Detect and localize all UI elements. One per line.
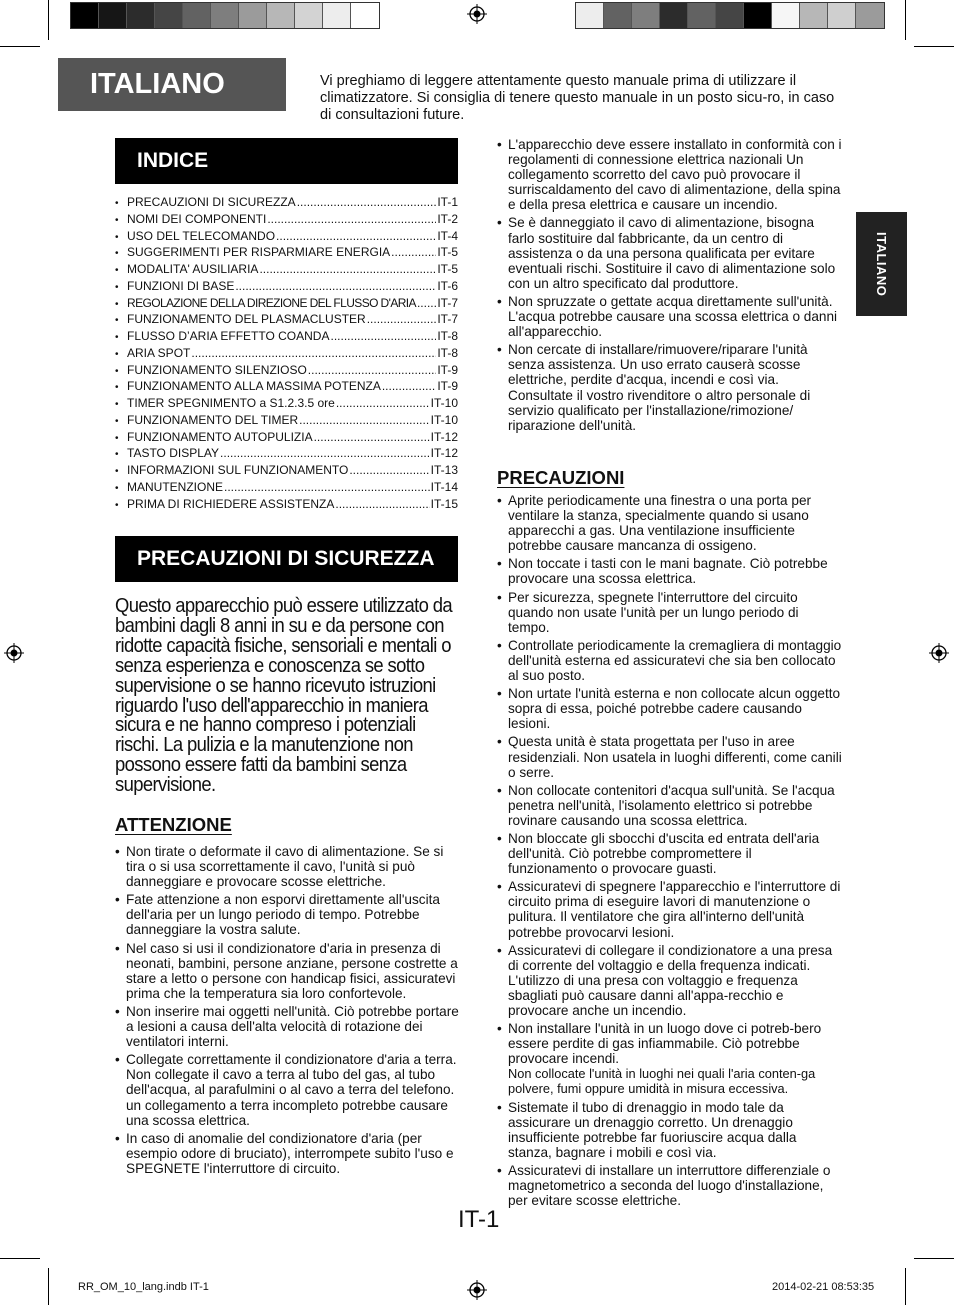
crop-mark [905,0,906,40]
bullet-icon: • [115,432,119,444]
list-item [497,342,842,433]
attenzione-list [115,844,460,1179]
toc-leader [335,496,429,513]
toc-item-page: IT-8 [437,345,458,360]
toc-item-title: SUGGERIMENTI PER RISPARMIARE ENERGIA [127,245,391,260]
toc-item-title: FUNZIONAMENTO SILENZIOSO [127,362,307,377]
list-item [497,1163,842,1208]
bullet-icon: • [115,198,119,209]
list-item-note: Non collocate l'unità in luoghi nei quali l'aria conten-ga polvere, fumi oppure umidità in misura eccessiva. [508,1066,816,1097]
list-item [115,1131,460,1176]
crop-mark [0,1258,40,1259]
registration-mark-icon [4,643,24,663]
toc-item-title: MODALITA' AUSILIARIA [127,262,259,276]
toc-leader [330,328,436,345]
toc-item-title: FUNZIONAMENTO AUTOPULIZIA [127,429,313,444]
toc-item-title: FUNZIONAMENTO DEL PLASMACLUSTER [127,312,366,327]
bullet-icon: • [115,399,119,410]
toc-item-title: NOMI DEI COMPONENTI [127,211,267,226]
language-title: ITALIANO [58,58,286,111]
toc-leader [367,311,437,328]
toc-leader [235,278,436,295]
list-item-text: Aprite periodicamente una finestra o una porta per ventilare la stanza, specialmente quando si usano apparecchi a gas. Una ventilazione insufficiente potrebbe causare mancanza di ossigeno. [508,493,812,554]
color-swatch [800,3,828,28]
color-swatch [239,3,267,28]
list-item-text: Nel caso si usi il condizionatore d'aria in presenza di neonati, bambini, persone anziane, persone costrette a stare a letto o persone con handicap fisici, assicuratevi prima che la temperatura sia loro confortevole. [126,940,458,1001]
list-item-text: Assicuratevi di collegare il condizionatore a una presa di corrente del voltaggio e della frequenza indicati. L'utilizzo di una presa con voltaggio e frequenza sbagliati può causare danni all'appa-recchio e provocare anche un incendio. [508,942,833,1018]
toc-item-title: ARIA SPOT [127,345,191,360]
toc-item-page: IT-7 [437,312,458,327]
list-item [497,294,842,339]
toc-item-title: MANUTENZIONE [127,479,223,494]
toc-leader [417,295,436,312]
color-swatch [183,3,211,28]
bullet-icon: • [115,214,119,226]
color-swatch [351,3,379,28]
list-item-text: Non urtate l'unità esterna e non collocate alcun oggetto sopra di essa, poiché potrebbe cadere causando lesioni. [508,686,841,732]
color-swatch [772,3,800,28]
list-item [497,879,842,939]
color-swatch [632,3,660,28]
list-item-text: Se è danneggiato il cavo di alimentazione, bisogna farlo sostituire dal fabbricante, da un centro di assistenza o da una persona qualificata per evitare eventuali rischi. Sostituire il cavo di alimentazione solo con un altro specificato dal produttore. [508,215,836,291]
language-side-tab: ITALIANO [856,212,907,316]
color-swatch [155,3,183,28]
color-swatch [744,3,772,28]
toc-item-title: FUNZIONI DI BASE [127,278,235,293]
list-item-text: Assicuratevi di installare un interruttore differenziale o magnetometrico a seconda del luogo d'installazione, per evitare scosse elettriche. [508,1162,831,1209]
list-item-text: Per sicurezza, spegnete l'interruttore del circuito quando non usate l'unità per un lungo periodo di tempo. [508,589,799,635]
toc-item [115,362,458,379]
toc-item [115,429,458,446]
list-item-text: Non installare l'unità in un luogo dove ci potreb-bero essere perdite di gas infiammabile. Ciò potrebbe provocare incendi. [508,1021,822,1067]
color-swatch [828,3,856,28]
toc-leader [191,345,436,362]
registration-mark-icon [929,643,949,663]
list-item-text: Sistemate il tubo di drenaggio in modo tale da assicurare un drenaggio corretto. Un drenaggio insufficiente potrebbe far fuoriuscire acqua dalla stanza, bagnare i mobili e così via. [508,1099,797,1160]
list-item-text: Assicuratevi di spegnere l'apparecchio e l'interruttore di circuito prima di eseguire lavori di manutenzione o pulitura. Il ventilatore che gira all'interno dell'unità potrebbe provocarvi lesioni. [508,879,841,940]
color-swatch [576,3,604,28]
color-swatch [295,3,323,28]
footer-timestamp: 2014-02-21 08:53:35 [772,1281,875,1293]
color-swatch [211,3,239,28]
color-swatch [267,3,295,28]
toc-item [115,278,458,295]
safety-warning-text: Questo apparecchio può essere utilizzato da bambini dagli 8 anni in su e da persone con ridotte capacità fisiche, sensoriali e mentali o senza esperienza e conoscenza se sotto supervisione o se hanno ricevuto istruzioni riguardo l'uso dell'apparecchio in maniera sicura e ne hanno compreso i potenziali rischi. La pulizia e la manutenzione non possono essere fatti da bambini senza supervisione. [115,594,453,797]
list-item-text: Non inserire mai oggetti nell'unità. Ciò potrebbe portare a lesioni a causa dell'alta velocità di rotazione dei ventilatori interni. [126,1003,459,1050]
crop-mark [914,46,954,47]
bullet-icon: • [115,281,119,293]
bullet-icon: • [115,482,119,494]
toc-item-title: PRIMA DI RICHIEDERE ASSISTENZA [127,496,335,511]
safety-list-continued [497,137,842,436]
toc-item-page: IT-7 [437,295,458,310]
color-bar-right [575,2,885,29]
list-item [497,686,842,731]
list-item-text: Controllate periodicamente la cremagliera di montaggio dell'unità esterna ed assicuratevi che sia ben collocato al suo posto. [508,637,842,684]
toc-leader [314,429,430,446]
footer-file-info: RR_OM_10_lang.indb IT-1 [78,1281,209,1293]
toc-item-page: IT-12 [430,429,458,444]
toc-item-title: PRECAUZIONI DI SICUREZZA [127,195,296,209]
toc-item [115,445,458,462]
toc-item [115,496,458,513]
list-item [497,734,842,779]
toc-leader [336,395,430,412]
toc-item-page: IT-1 [437,195,458,209]
toc-item-page: IT-5 [437,262,458,276]
crop-mark [0,46,40,47]
toc-leader [259,261,436,278]
precauzioni-heading: PRECAUZIONI [497,467,625,488]
list-item-text: Non tirate o deformate il cavo di alimentazione. Se si tira o si usa scorrettamente il cavo, l'unità si può danneggiare e provocare scosse elettriche. [126,844,444,890]
list-item [497,943,842,1018]
toc-item-title: REGOLAZIONE DELLA DIREZIONE DEL FLUSSO D'ARIA [127,295,416,310]
list-item [497,137,842,212]
list-item [497,556,842,586]
precauzioni-list [497,493,842,1211]
color-swatch [856,3,884,28]
list-item-text: L'apparecchio deve essere installato in conformità con i regolamenti di connessione elettrica nazionali Un collegamento scorretto del cavo può provocare il surriscaldamento del cavo di alimentazione, della spina e della presa elettrica e causare un incendio. [508,137,842,213]
list-item [497,215,842,290]
toc-item-title: TASTO DISPLAY [127,446,220,461]
color-bar-left [70,2,380,29]
crop-mark [48,1268,49,1305]
toc-item [115,378,458,395]
bullet-icon: • [115,332,119,343]
toc-item-title: FUNZIONAMENTO DEL TIMER [127,412,299,427]
toc-item-title: FUNZIONAMENTO ALLA MASSIMA POTENZA [127,379,381,394]
color-swatch [688,3,716,28]
toc-leader [382,378,437,395]
page-number: IT-1 [458,1206,500,1233]
bullet-icon: • [115,382,119,394]
list-item-text: Collegate correttamente il condizionatore d'aria a terra. Non collegate il cavo a terra al tubo del gas, al tubo dell'acqua, al parafulmini o al cavo a terra del telefono. un collegamento a terra incompleto potrebbe causare una scossa elettrica. [126,1052,457,1128]
list-item-text: Questa unità è stata progettata per l'uso in aree residenziali. Non usatela in luoghi differenti, come canili o serre. [508,734,842,780]
toc-item-title: FLUSSO D’ARIA EFFETTO COANDA [127,329,330,343]
bullet-icon: • [115,449,119,461]
toc-leader [349,462,429,479]
color-swatch [71,3,99,28]
list-item [497,493,842,553]
bullet-icon: • [115,365,119,377]
toc-item [115,261,458,278]
toc-item [115,412,458,429]
toc-item-page: IT-6 [437,278,458,293]
list-item [115,1052,460,1127]
attenzione-heading: ATTENZIONE [115,814,232,835]
list-item-text: Non bloccate gli sbocchi d'uscita ed entrata dell'aria dell'unità. Ciò potrebbe compromettere il funzionamento o provocare guasti. [508,830,820,877]
list-item [497,590,842,635]
color-swatch [127,3,155,28]
toc-item [115,228,458,245]
toc-item [115,295,458,312]
list-item [497,831,842,876]
toc-item-title: TIMER SPEGNIMENTO a S1.2.3.5 ore [127,396,335,410]
toc-item-page: IT-9 [437,362,458,377]
safety-heading: PRECAUZIONI DI SICUREZZA [115,536,458,582]
list-item [497,1100,842,1160]
toc-leader [267,211,436,228]
toc-leader [220,445,430,462]
bullet-icon: • [115,298,119,310]
toc-item-page: IT-5 [437,245,458,260]
registration-mark-icon [467,1280,487,1300]
index-heading: INDICE [115,138,458,184]
toc-item-page: IT-14 [430,479,458,494]
list-item-text: Non cercate di installare/rimuovere/riparare l'unità senza assistenza. Un uso errato causerà scosse elettriche, perdite d'acqua, incendi e così via. Consultate il vostro rivenditore o altro personale di servizio qualificato per l'installazione/rimozione/ riparazione dell'unità. [508,342,811,433]
toc-item [115,311,458,328]
bullet-icon: • [115,415,119,427]
table-of-contents [115,194,458,512]
toc-leader [308,362,437,379]
list-item [497,783,842,828]
crop-mark [905,1268,906,1305]
toc-item-page: IT-13 [430,463,458,477]
toc-item-page: IT-8 [437,329,458,343]
list-item [115,844,460,889]
list-item-text: Non spruzzate o gettate acqua direttamente sull'unità. L'acqua potrebbe causare una scossa elettrica o danni all'apparecchio. [508,293,838,340]
bullet-icon: • [115,466,119,477]
toc-item-title: INFORMAZIONI SUL FUNZIONAMENTO [127,463,349,477]
intro-text: Vi preghiamo di leggere attentamente questo manuale prima di utilizzare il climatizzatore. Si consiglia di tenere questo manuale in un posto sicu-ro, in caso di consultazioni future. [320,73,835,123]
color-swatch [660,3,688,28]
toc-item-page: IT-2 [437,211,458,226]
toc-item-page: IT-10 [430,396,458,410]
toc-leader [297,194,437,211]
toc-item [115,479,458,496]
list-item-text: In caso di anomalie del condizionatore d'aria (per esempio odore di bruciato), interrompete subito l'uso e SPEGNETE l'interruttore di circuito. [126,1130,454,1176]
bullet-icon: • [115,348,119,360]
toc-leader [391,244,436,261]
list-item [497,638,842,683]
color-swatch [716,3,744,28]
toc-leader [299,412,430,429]
bullet-icon: • [115,499,119,511]
list-item-text: Fate attenzione a non esporvi direttamente all'uscita dell'aria per un lungo periodo di tempo. Potrebbe danneggiare la vostra salute. [126,892,440,938]
color-swatch [604,3,632,28]
toc-item [115,462,458,479]
list-item [115,892,460,937]
color-swatch [99,3,127,28]
toc-item [115,328,458,345]
toc-item-title: USO DEL TELECOMANDO [127,228,276,243]
toc-item-page: IT-4 [437,228,458,243]
bullet-icon: • [115,265,119,276]
toc-leader [224,479,430,496]
toc-item-page: IT-9 [437,379,458,394]
color-swatch [323,3,351,28]
list-item [115,1004,460,1049]
list-item-text: Non toccate i tasti con le mani bagnate. Ciò potrebbe provocare una scossa elettrica. [508,556,828,587]
crop-mark [914,1258,954,1259]
list-item-text: Non collocate contenitori d'acqua sull'unità. Se l'acqua penetra nell'unità, l'isolamento elettrico si potrebbe rovinare causando una scossa elettrica. [508,782,835,828]
toc-item [115,211,458,228]
registration-mark-icon [467,4,487,24]
toc-item [115,244,458,261]
toc-leader [276,228,436,245]
list-item [115,941,460,1001]
bullet-icon: • [115,231,119,243]
toc-item-page: IT-12 [430,446,458,461]
toc-item-page: IT-10 [430,412,458,427]
toc-item [115,395,458,412]
list-item [497,1021,842,1096]
toc-item [115,194,458,211]
toc-item [115,345,458,362]
toc-item-page: IT-15 [430,496,458,511]
crop-mark [48,0,49,40]
bullet-icon: • [115,315,119,327]
bullet-icon: • [115,248,119,260]
